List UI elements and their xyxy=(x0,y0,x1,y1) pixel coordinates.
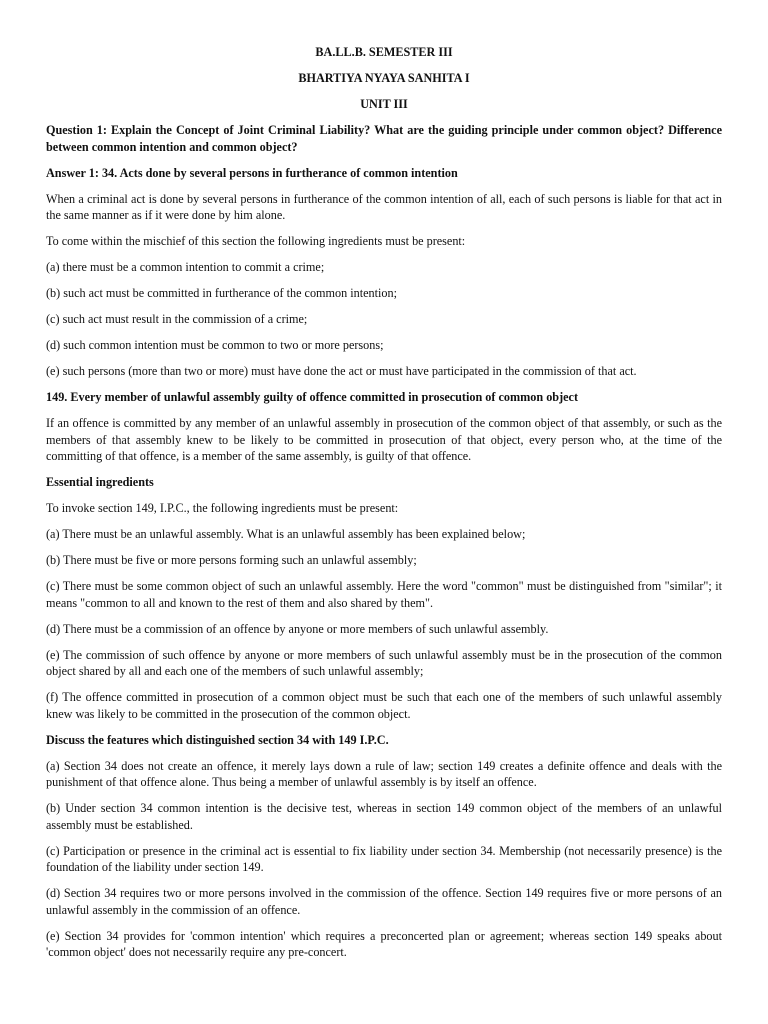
question-text: Question 1: Explain the Concept of Joint Criminal Liability? What are the guiding principle under common object? Difference between common intention and common object? xyxy=(46,123,722,154)
section-34-item-a: (a) there must be a common intention to commit a crime; xyxy=(46,260,325,274)
features-heading: Discuss the features which distinguished section 34 with 149 I.P.C. xyxy=(46,732,389,747)
section-149-intro: To invoke section 149, I.P.C., the following ingredients must be present: xyxy=(46,501,399,515)
feature-item-b: (b) Under section 34 common intention is the decisive test, whereas in section 149 common object of the members of an unlawful assembly must be established. xyxy=(46,801,722,832)
section-34-item-d: (d) such common intention must be common to two or more persons; xyxy=(46,338,384,352)
section-149-item-e: (e) The commission of such offence by anyone or more members of such unlawful assembly must be in the prosecution of the common object shared by all and each one of the members of such unlawful assembly; xyxy=(46,647,722,678)
subject-title: BHARTIYA NYAYA SANHITA I xyxy=(298,71,470,85)
section-149-item-a: (a) There must be an unlawful assembly. What is an unlawful assembly has been explained below; xyxy=(46,527,526,541)
section-34-text: When a criminal act is done by several persons in furtherance of the common intention of all, each of such persons is liable for that act in the same manner as if it were done by him alone. xyxy=(46,191,722,222)
section-149-heading: 149. Every member of unlawful assembly guilty of offence committed in prosecution of common object xyxy=(46,390,579,404)
feature-item-c: (c) Participation or presence in the criminal act is essential to fix liability under section 34. Membership (not necessarily presence) is the foundation of the liability under section 149. xyxy=(46,843,722,874)
course-title: BA.LL.B. SEMESTER III xyxy=(315,45,453,59)
section-149-item-c: (c) There must be some common object of such an unlawful assembly. Here the word "common" must be distinguished from "similar"; it means "common to all and known to the rest of them and also shared by them". xyxy=(46,579,722,610)
section-149-item-b: (b) There must be five or more persons forming such an unlawful assembly; xyxy=(46,553,417,567)
answer-heading: Answer 1: 34. Acts done by several persons in furtherance of common intention xyxy=(46,165,458,180)
section-34-intro: To come within the mischief of this section the following ingredients must be present: xyxy=(46,234,466,248)
section-34-item-e: (e) such persons (more than two or more) must have done the act or must have participated in the commission of that act. xyxy=(46,364,637,378)
feature-item-a: (a) Section 34 does not create an offence, it merely lays down a rule of law; section 149 creates a definite offence and deals with the punishment of that offence alone. Thus being a member of unlawful assembly is by itself an offence. xyxy=(46,758,722,789)
section-149-item-d: (d) There must be a commission of an offence by anyone or more members of such unlawful assembly. xyxy=(46,621,549,636)
section-149-item-f: (f) The offence committed in prosecution of a common object must be such that each one of the members of such unlawful assembly knew was likely to be committed in the prosecution of the common object. xyxy=(46,690,722,721)
section-149-text: If an offence is committed by any member of an unlawful assembly in prosecution of the common object of that assembly, or such as the members of that assembly knew to be likely to be committed in prosecution of that object, every person who, at the time of the committing of that offence, is a member of the same assembly, is guilty of that offence. xyxy=(46,416,722,463)
section-34-item-b: (b) such act must be committed in furtherance of the common intention; xyxy=(46,286,397,300)
feature-item-d: (d) Section 34 requires two or more persons involved in the commission of the offence. Section 149 requires five or more persons of an unlawful assembly in the commission of an offence. xyxy=(46,886,722,917)
feature-item-e: (e) Section 34 provides for 'common intention' which requires a preconcerted plan or agreement; whereas section 149 speaks about 'common object' does not necessarily require any pre-concert. xyxy=(46,928,722,959)
essential-ingredients-heading: Essential ingredients xyxy=(46,475,154,489)
section-34-item-c: (c) such act must result in the commission of a crime; xyxy=(46,312,308,326)
unit-title: UNIT III xyxy=(360,97,408,111)
